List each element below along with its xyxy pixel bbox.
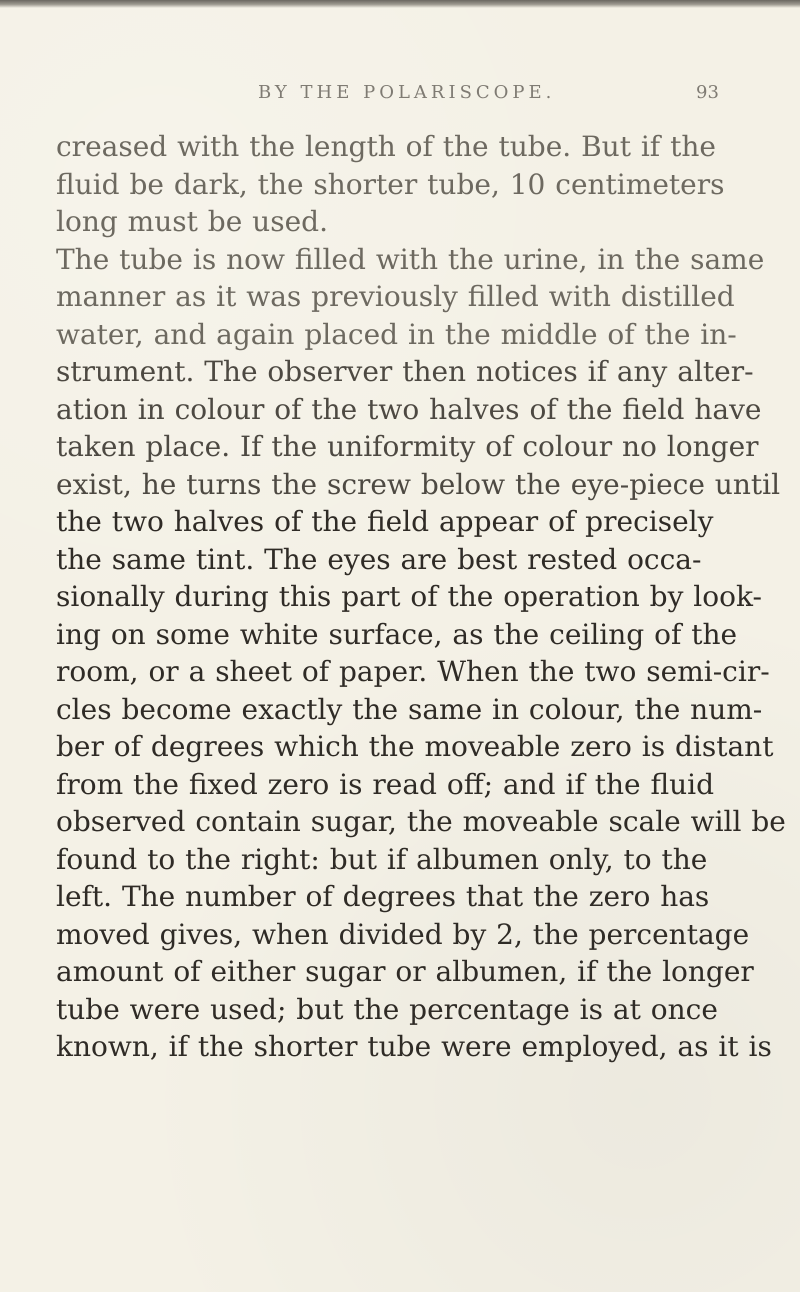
text-line: strument. The observer then notices if any alter- [56, 355, 754, 388]
text-line: observed contain sugar, the moveable scale will be [56, 805, 786, 838]
text-line: the same tint. The eyes are best rested occa- [56, 542, 702, 576]
text-line: sionally during this part of the operation by look- [56, 580, 762, 613]
text-line: cles become exactly the same in colour, the num- [56, 692, 763, 726]
text-line: known, if the shorter tube were employed, as it is [56, 1030, 772, 1063]
text-line: creased with the length of the tube. But if the [56, 130, 716, 163]
body-text [56, 128, 786, 1066]
text-line: moved gives, when divided by 2, the percentage [56, 917, 750, 951]
text-line: left. The number of degrees that the zero has [56, 880, 710, 913]
text-line: The tube is now filled with the urine, in the same [56, 242, 765, 276]
text-line: ber of degrees which the moveable zero is distant [56, 730, 774, 763]
page-header [0, 82, 800, 112]
running-head: BY THE POLARISCOPE. [258, 82, 556, 103]
text-line: taken place. If the uniformity of colour no longer [56, 430, 759, 463]
text-line: the two halves of the field appear of precisely [56, 505, 714, 538]
text-line: long must be used. [56, 205, 328, 238]
text-line: ing on some white surface, as the ceiling of the [56, 617, 738, 651]
text-line: exist, he turns the screw below the eye-piece until [56, 467, 781, 501]
text-line: found to the right: but if albumen only, to the [56, 842, 708, 876]
text-line: water, and again placed in the middle of the in- [56, 317, 737, 351]
text-line: from the fixed zero is read off; and if the fluid [56, 767, 715, 801]
page-number: 93 [696, 82, 719, 103]
text-line: manner as it was previously filled with distilled [56, 280, 735, 313]
text-line: ation in colour of the two halves of the field have [56, 392, 762, 426]
text-line: tube were used; but the percentage is at once [56, 992, 718, 1026]
text-line: amount of either sugar or albumen, if the longer [56, 955, 754, 988]
scan-edge-shadow [0, 0, 800, 8]
text-line: room, or a sheet of paper. When the two semi-cir- [56, 655, 770, 688]
text-line: fluid be dark, the shorter tube, 10 centimeters [56, 167, 725, 201]
